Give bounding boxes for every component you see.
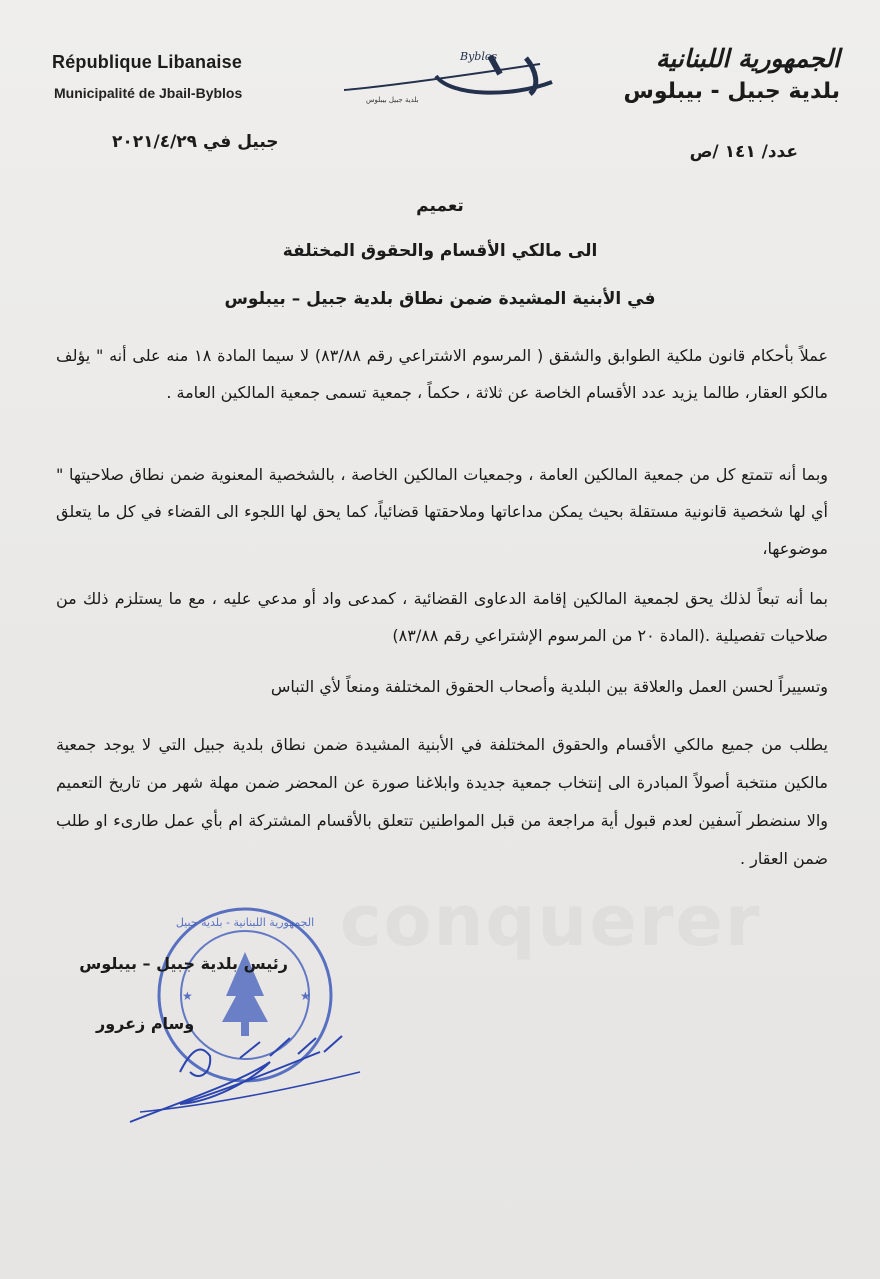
municipality-ar: بلدية جبيل - بيبلوس — [623, 79, 840, 104]
scope-heading: في الأبنية المشيدة ضمن نطاق بلدية جبيل – بيبلوس — [224, 289, 656, 309]
byblos-logo — [340, 46, 560, 116]
logo-tagline: بلدية جبيل بيبلوس — [366, 96, 419, 104]
logo-swoosh-icon — [340, 46, 560, 116]
header-arabic — [623, 44, 840, 104]
body-paragraph-3: بما أنه تبعاً لذلك يحق لجمعية المالكين إقامة الدعاوى القضائية ، كمدعى واد أو مدعي عليه ، مع ما يستلزم ذلك من صلاحيات تفصيلية .(المادة ٢٠ من المرسوم الإشتراعي رقم ٨٣/٨٨) — [56, 589, 828, 645]
body-paragraph-4: وتسييراً لحسن العمل والعلاقة بين البلدية وأصحاب الحقوق المختلفة ومنعاً لأي التباس — [270, 677, 828, 696]
republic-ar: الجمهورية اللبنانية — [655, 44, 840, 73]
municipality-fr: Municipalité de Jbail-Byblos — [54, 85, 243, 101]
addressee-heading: الى مالكي الأقسام والحقوق المختلفة — [282, 241, 598, 261]
body-paragraph-5: يطلب من جميع مالكي الأقسام والحقوق المختلفة في الأبنية المشيدة ضمن نطاق بلدية جبيل التي لا يوجد جمعية مالكين منتخبة أصولاً المبادرة الى إنتخاب جمعية جديدة وابلاغنا صورة عن المحضر ضمن مهلة شهر من تاريخ التعميم والا سنضطر آسفين لعدم قبول أية مراجعة من قبل المواطنين تتعلق بالأقسام المشتركة ام بأي عمل طارىء او طلب ضمن العقار . — [56, 735, 828, 868]
header-french — [52, 52, 272, 101]
paper-watermark: conquerer — [340, 880, 762, 962]
reference-number: عدد/ ١٤١ /ص — [689, 142, 798, 162]
letter-date: جبيل في ٢٠٢١/٤/٢٩ — [112, 132, 279, 152]
body-paragraph-2: وبما أنه تتمتع كل من جمعية المالكين العامة ، وجمعيات المالكين الخاصة ، بالشخصية المعنوية ضمن نطاق صلاحيتها " أي لها شخصية قانونية مستقلة بحيث يمكن مداعاتها وملاحقتها قضائياً، كما يحق لها اللجوء الى القضاء في كل ما يتعلق موضوعها، — [56, 465, 828, 558]
circular-heading: تعميم — [416, 196, 464, 216]
body-paragraph-1: عملاً بأحكام قانون ملكية الطوابق والشقق ( المرسوم الاشتراعي رقم ٨٣/٨٨) لا سيما المادة ١٨ منه على أنه " يؤلف مالكو العقار، طالما يزيد عدد الأقسام الخاصة عن ثلاثة ، حكماً ، جمعية تسمى جمعية المالكين العامة . — [56, 346, 829, 402]
svg-text:★: ★ — [300, 989, 311, 1003]
signature-title: رئيس بلدية جبيل – بيبلوس — [79, 954, 288, 973]
signatory-name: وسام زعرور — [96, 1014, 195, 1033]
stamp-text: الجمهورية اللبنانية - بلدية جبيل — [175, 916, 315, 929]
svg-text:★: ★ — [182, 989, 193, 1003]
republic-fr: République Libanaise — [52, 52, 243, 72]
logo-byblos-en: Byblos — [460, 50, 498, 63]
